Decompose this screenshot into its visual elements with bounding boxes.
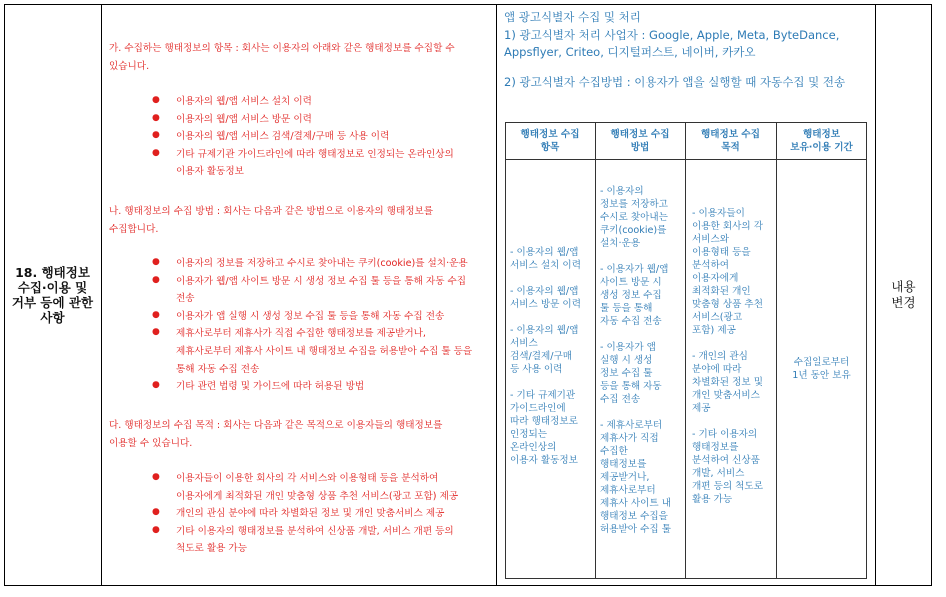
section-heading: 다. 행태정보의 수집 목적 : 회사는 다음과 같은 목적으로 이용자들의 행태정보를 [109, 420, 443, 431]
bullet-icon: ● [152, 147, 160, 158]
cell-collect-items: - 이용자의 웹/앱 서비스 설치 이력 - 이용자의 웹/앱 서비스 방문 이력 - 이용자의 웹/앱 서비스 검색/결제/구매 등 사용 이력 - 기타 규제기관 가이드라인에 따라 행태정보로 인정되는 온라인상의 이용자 활동정보 [510, 247, 581, 466]
header-collect-purpose: 행태정보 수집 목적 [701, 128, 760, 153]
list-item: 제휴사로부터 제휴사가 직접 수집한 행태정보를 제공받거나, [176, 328, 426, 340]
table-header-divider [505, 159, 867, 160]
bullet-icon: ● [152, 524, 160, 535]
list-item: 이용자의 웹/앱 서비스 검색/결제/구매 등 사용 이력 [176, 131, 390, 143]
list-item: 이용자 활동정보 [176, 166, 244, 178]
list-item: 이용자의 웹/앱 서비스 설치 이력 [176, 96, 312, 107]
cell-collect-method: - 이용자의 정보를 저장하고 수시로 찾아내는 쿠키(cookie)를 설치·운용 - 이용자가 웹/앱 사이트 방문 시 생성 정보 수집 툴 등을 통해 자동 수집 전송 - 이용자가 앱 실행 시 생성 정보 수집 툴 등을 통해 자동 수집 전송 - 제휴사로부터 제휴사가 직접 수집한 행태정보를 제공받거나, 제휴사로부터 제휴사 사이트 내 행태정보 수집을 허용받아 수집 툴 [600, 186, 671, 535]
list-item: 이용자에게 최적화된 개인 맞춤형 상품 추천 서비스(광고 포함) 제공 [176, 490, 459, 502]
change-label: 내용 변경 [891, 279, 916, 310]
bullet-icon: ● [152, 112, 160, 123]
bullet-icon: ● [152, 95, 160, 105]
list-item: 이용자가 앱 실행 시 생성 정보 수집 툴 등을 통해 자동 수집 전송 [176, 310, 445, 322]
section-title: 18. 행태정보 수집·이용 및 거부 등에 관한 사항 [11, 265, 94, 325]
list-item: 이용자가 웹/앱 사이트 방문 시 생성 정보 수집 툴 등을 통해 자동 수집 [176, 275, 467, 287]
bullet-icon: ● [152, 257, 160, 267]
cell-collect-purpose: - 이용자들이 이용한 회사의 각 서비스와 이용형태 등을 분석하여 이용자에게 최적화된 개인 맞춤형 상품 추천 서비스(광고 포함) 제공 - 개인의 관심 분야에 따라 차별화된 정보 및 개인 맞춤서비스 제공 - 기타 이용자의 행태정보를 분석하여 신상품 개발, 서비스 개편 등의 척도로 활용 가능 [692, 208, 763, 505]
section-heading: 이용할 수 있습니다. [109, 437, 193, 449]
cell-retention-period: 수집일로부터 1년 동안 보유 [792, 357, 851, 381]
header-collect-items: 행태정보 수집 항목 [520, 128, 580, 153]
bullet-icon: ● [152, 274, 160, 285]
list-item: 이용자의 웹/앱 서비스 방문 이력 [176, 113, 312, 125]
intro-line: 2) 광고식별자 수집방법 : 이용자가 앱을 실행할 때 자동수집 및 전송 [504, 75, 846, 89]
table-col-divider [595, 122, 596, 579]
change-cell [875, 4, 932, 586]
table-col-divider [776, 122, 777, 579]
list-item: 제휴사로부터 제휴사 사이트 내 행태정보 수집을 허용받아 수집 툴 등을 [176, 346, 473, 357]
section-title-cell [4, 4, 101, 586]
header-collect-method: 행태정보 수집 방법 [610, 128, 670, 153]
intro-line: 앱 광고식별자 수집 및 처리 [504, 10, 641, 24]
bullet-icon: ● [152, 309, 160, 320]
section-heading: 가. 수집하는 행태정보의 항목 : 회사는 이용자의 아래와 같은 행태정보를 수집할 수 [109, 43, 455, 54]
section-heading: 나. 행태정보의 수집 방법 : 회사는 다음과 같은 방법으로 이용자의 행태정보를 [109, 206, 434, 217]
list-item: 개인의 관심 분야에 따라 차별화된 정보 및 개인 맞춤서비스 제공 [176, 508, 445, 520]
list-item: 이용자들이 이용한 회사의 각 서비스와 이용형태 등을 분석하여 [176, 473, 439, 484]
divider [496, 4, 497, 586]
divider [101, 4, 102, 586]
bullet-icon: ● [152, 472, 160, 482]
list-item: 기타 관련 법령 및 가이드에 따라 허용된 방법 [176, 381, 365, 393]
bullet-icon: ● [152, 507, 160, 518]
list-item: 이용자의 정보를 저장하고 수시로 찾아내는 쿠키(cookie)를 설치·운용 [176, 258, 468, 269]
table-col-divider [685, 122, 686, 579]
intro-line: Appsflyer, Criteo, 디지털퍼스트, 네이버, 카카오 [504, 45, 756, 59]
list-item: 기타 이용자의 행태정보를 분석하여 신상품 개발, 서비스 개편 등의 [176, 525, 454, 537]
list-item: 전송 [176, 293, 195, 305]
list-item: 기타 규제기관 가이드라인에 따라 행태정보로 인정되는 온라인상의 [176, 148, 454, 160]
intro-line: 1) 광고식별자 처리 사업자 : Google, Apple, Meta, ByteDance, [504, 28, 840, 42]
bullet-icon: ● [152, 380, 160, 391]
section-heading: 수집합니다. [109, 223, 159, 235]
list-item: 척도로 활용 가능 [176, 543, 247, 555]
list-item: 통해 자동 수집 전송 [176, 363, 260, 375]
section-heading: 있습니다. [109, 60, 150, 72]
header-retention-period: 행태정보 보유·이용 기간 [790, 128, 853, 153]
bullet-icon: ● [152, 130, 160, 141]
bullet-icon: ● [152, 327, 160, 338]
